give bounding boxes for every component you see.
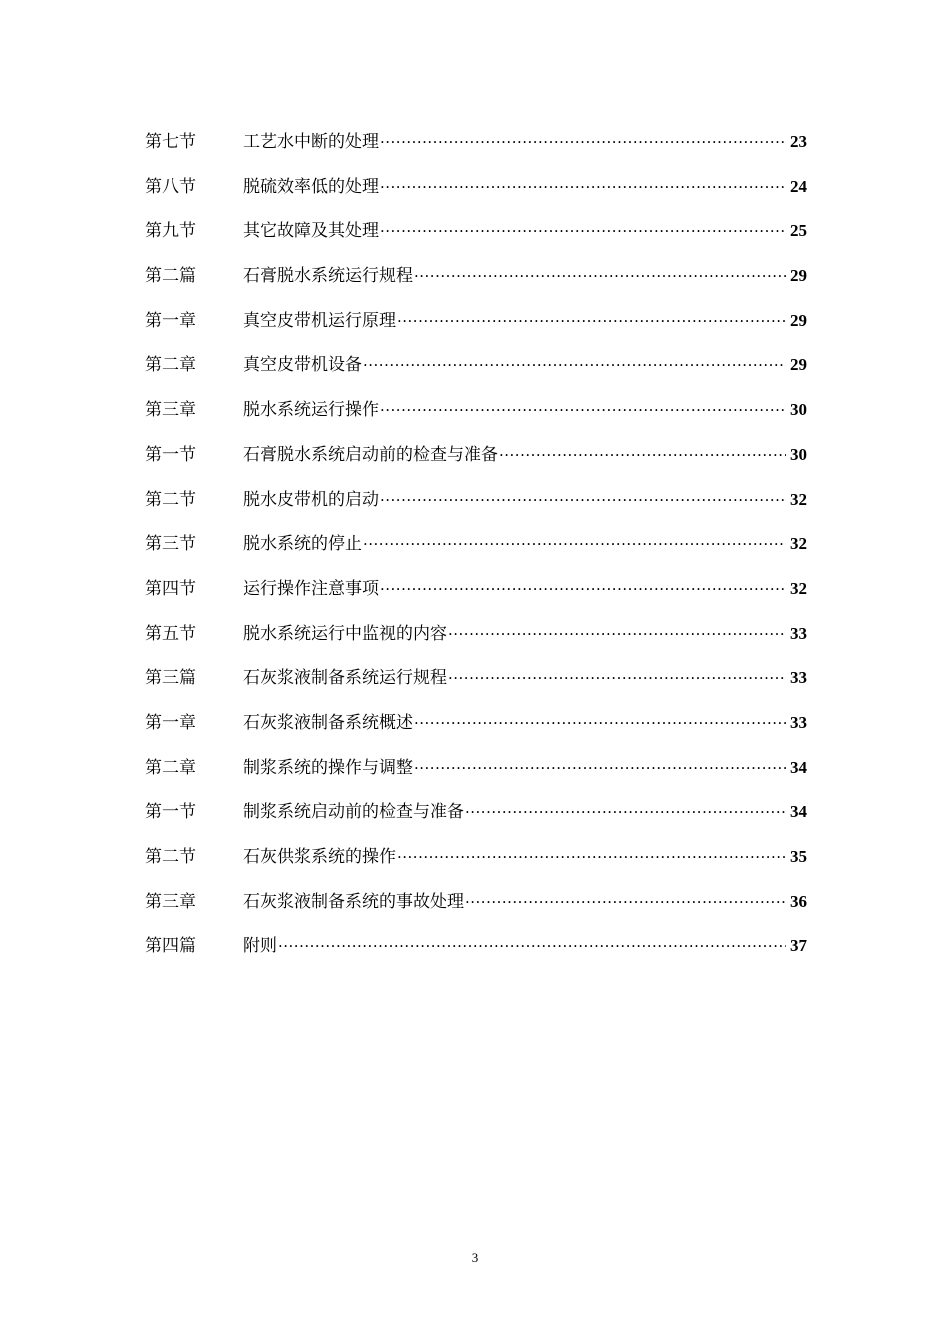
toc-entry-page: 32 <box>790 534 807 554</box>
dot-leader <box>448 612 786 657</box>
toc-entry-label: 第一节 <box>145 802 196 823</box>
toc-entry-title: 脱水系统的停止 <box>243 534 362 555</box>
toc-entry[interactable] <box>145 746 807 791</box>
toc-entry-page: 34 <box>790 757 807 777</box>
toc-entry[interactable] <box>145 880 807 925</box>
toc-entry-page: 32 <box>790 489 807 509</box>
toc-entry[interactable] <box>145 120 807 165</box>
toc-entry-label: 第三篇 <box>145 668 196 689</box>
toc-entry-label: 第一章 <box>145 310 196 331</box>
toc-entry[interactable] <box>145 567 807 612</box>
toc-entry-label: 第二章 <box>145 355 196 376</box>
dot-leader <box>380 567 786 612</box>
toc-entry-label: 第四节 <box>145 578 196 599</box>
dot-leader <box>414 254 786 299</box>
toc-entry[interactable] <box>145 165 807 210</box>
toc-entry-label: 第七节 <box>145 132 196 152</box>
dot-leader <box>363 522 786 567</box>
toc-entry-page: 37 <box>790 936 807 956</box>
toc-entry-label: 第九节 <box>145 221 196 242</box>
toc-entry-title: 附则 <box>243 936 277 957</box>
dot-leader <box>363 343 786 388</box>
toc-entry-title: 真空皮带机设备 <box>243 355 362 376</box>
toc-entry-page: 33 <box>790 623 807 643</box>
toc-entry-page: 29 <box>790 310 807 330</box>
toc-entry-page: 30 <box>790 400 807 420</box>
dot-leader <box>380 388 786 433</box>
toc-entry-page: 29 <box>790 266 807 286</box>
toc-entry-title: 脱硫效率低的处理 <box>243 176 379 197</box>
toc-entry[interactable] <box>145 478 807 523</box>
toc-entry-page: 33 <box>790 712 807 732</box>
toc-entry-label: 第三章 <box>145 891 196 912</box>
toc-entry-page: 33 <box>790 668 807 688</box>
toc-entry-label: 第二章 <box>145 757 196 778</box>
toc-entry-page: 24 <box>790 176 807 196</box>
toc-entry-label: 第八节 <box>145 176 196 197</box>
dot-leader <box>499 433 786 478</box>
toc-entry-label: 第二节 <box>145 489 196 510</box>
dot-leader <box>397 835 786 880</box>
dot-leader <box>397 299 786 344</box>
dot-leader <box>380 165 786 210</box>
table-of-contents <box>145 120 807 969</box>
toc-entry-title: 运行操作注意事项 <box>243 578 379 599</box>
toc-entry-title: 石灰供浆系统的操作 <box>243 847 396 867</box>
toc-entry-page: 34 <box>790 802 807 822</box>
toc-entry[interactable] <box>145 835 807 880</box>
toc-entry[interactable] <box>145 254 807 299</box>
page-number: 3 <box>471 1250 479 1265</box>
toc-entry-page: 29 <box>790 355 807 375</box>
dot-leader <box>380 209 786 254</box>
toc-entry[interactable] <box>145 701 807 746</box>
dot-leader <box>414 746 786 791</box>
toc-entry-page: 35 <box>790 847 807 866</box>
toc-entry[interactable] <box>145 790 807 835</box>
dot-leader <box>278 924 786 969</box>
toc-entry[interactable] <box>145 924 807 969</box>
toc-entry-label: 第三章 <box>145 400 196 421</box>
toc-entry[interactable] <box>145 388 807 433</box>
toc-entry-title: 制浆系统的操作与调整 <box>243 757 413 778</box>
toc-entry-label: 第二节 <box>145 847 196 867</box>
toc-entry-page: 25 <box>790 221 807 241</box>
toc-entry-page: 32 <box>790 578 807 598</box>
toc-entry-label: 第一章 <box>145 712 196 733</box>
toc-entry-title: 真空皮带机运行原理 <box>243 310 396 331</box>
toc-entry[interactable] <box>145 612 807 657</box>
toc-entry-title: 制浆系统启动前的检查与准备 <box>243 802 464 823</box>
toc-entry-title: 工艺水中断的处理 <box>243 132 379 152</box>
dot-leader <box>448 656 786 701</box>
dot-leader <box>380 120 786 165</box>
dot-leader <box>380 478 786 523</box>
dot-leader <box>465 790 786 835</box>
toc-entry-title: 石灰浆液制备系统运行规程 <box>243 668 447 689</box>
toc-entry[interactable] <box>145 209 807 254</box>
toc-entry-label: 第三节 <box>145 534 196 555</box>
toc-entry-title: 石膏脱水系统运行规程 <box>243 266 413 287</box>
toc-entry[interactable] <box>145 343 807 388</box>
dot-leader <box>465 880 786 925</box>
toc-entry[interactable] <box>145 522 807 567</box>
toc-entry-page: 36 <box>790 891 807 911</box>
toc-entry[interactable] <box>145 433 807 478</box>
toc-entry-title: 脱水皮带机的启动 <box>243 489 379 510</box>
toc-entry-title: 脱水系统运行操作 <box>243 400 379 421</box>
toc-entry[interactable] <box>145 299 807 344</box>
toc-entry-page: 23 <box>790 132 807 151</box>
toc-entry-title: 脱水系统运行中监视的内容 <box>243 623 447 644</box>
toc-entry-page: 30 <box>790 444 807 464</box>
toc-entry-title: 石灰浆液制备系统概述 <box>243 712 413 733</box>
toc-entry[interactable] <box>145 656 807 701</box>
toc-entry-title: 石膏脱水系统启动前的检查与准备 <box>243 444 498 465</box>
toc-entry-label: 第四篇 <box>145 936 196 957</box>
toc-entry-label: 第二篇 <box>145 266 196 287</box>
toc-entry-label: 第一节 <box>145 444 196 465</box>
toc-entry-title: 石灰浆液制备系统的事故处理 <box>243 891 464 912</box>
toc-entry-title: 其它故障及其处理 <box>243 221 379 242</box>
dot-leader <box>414 701 786 746</box>
toc-entry-label: 第五节 <box>145 623 196 644</box>
